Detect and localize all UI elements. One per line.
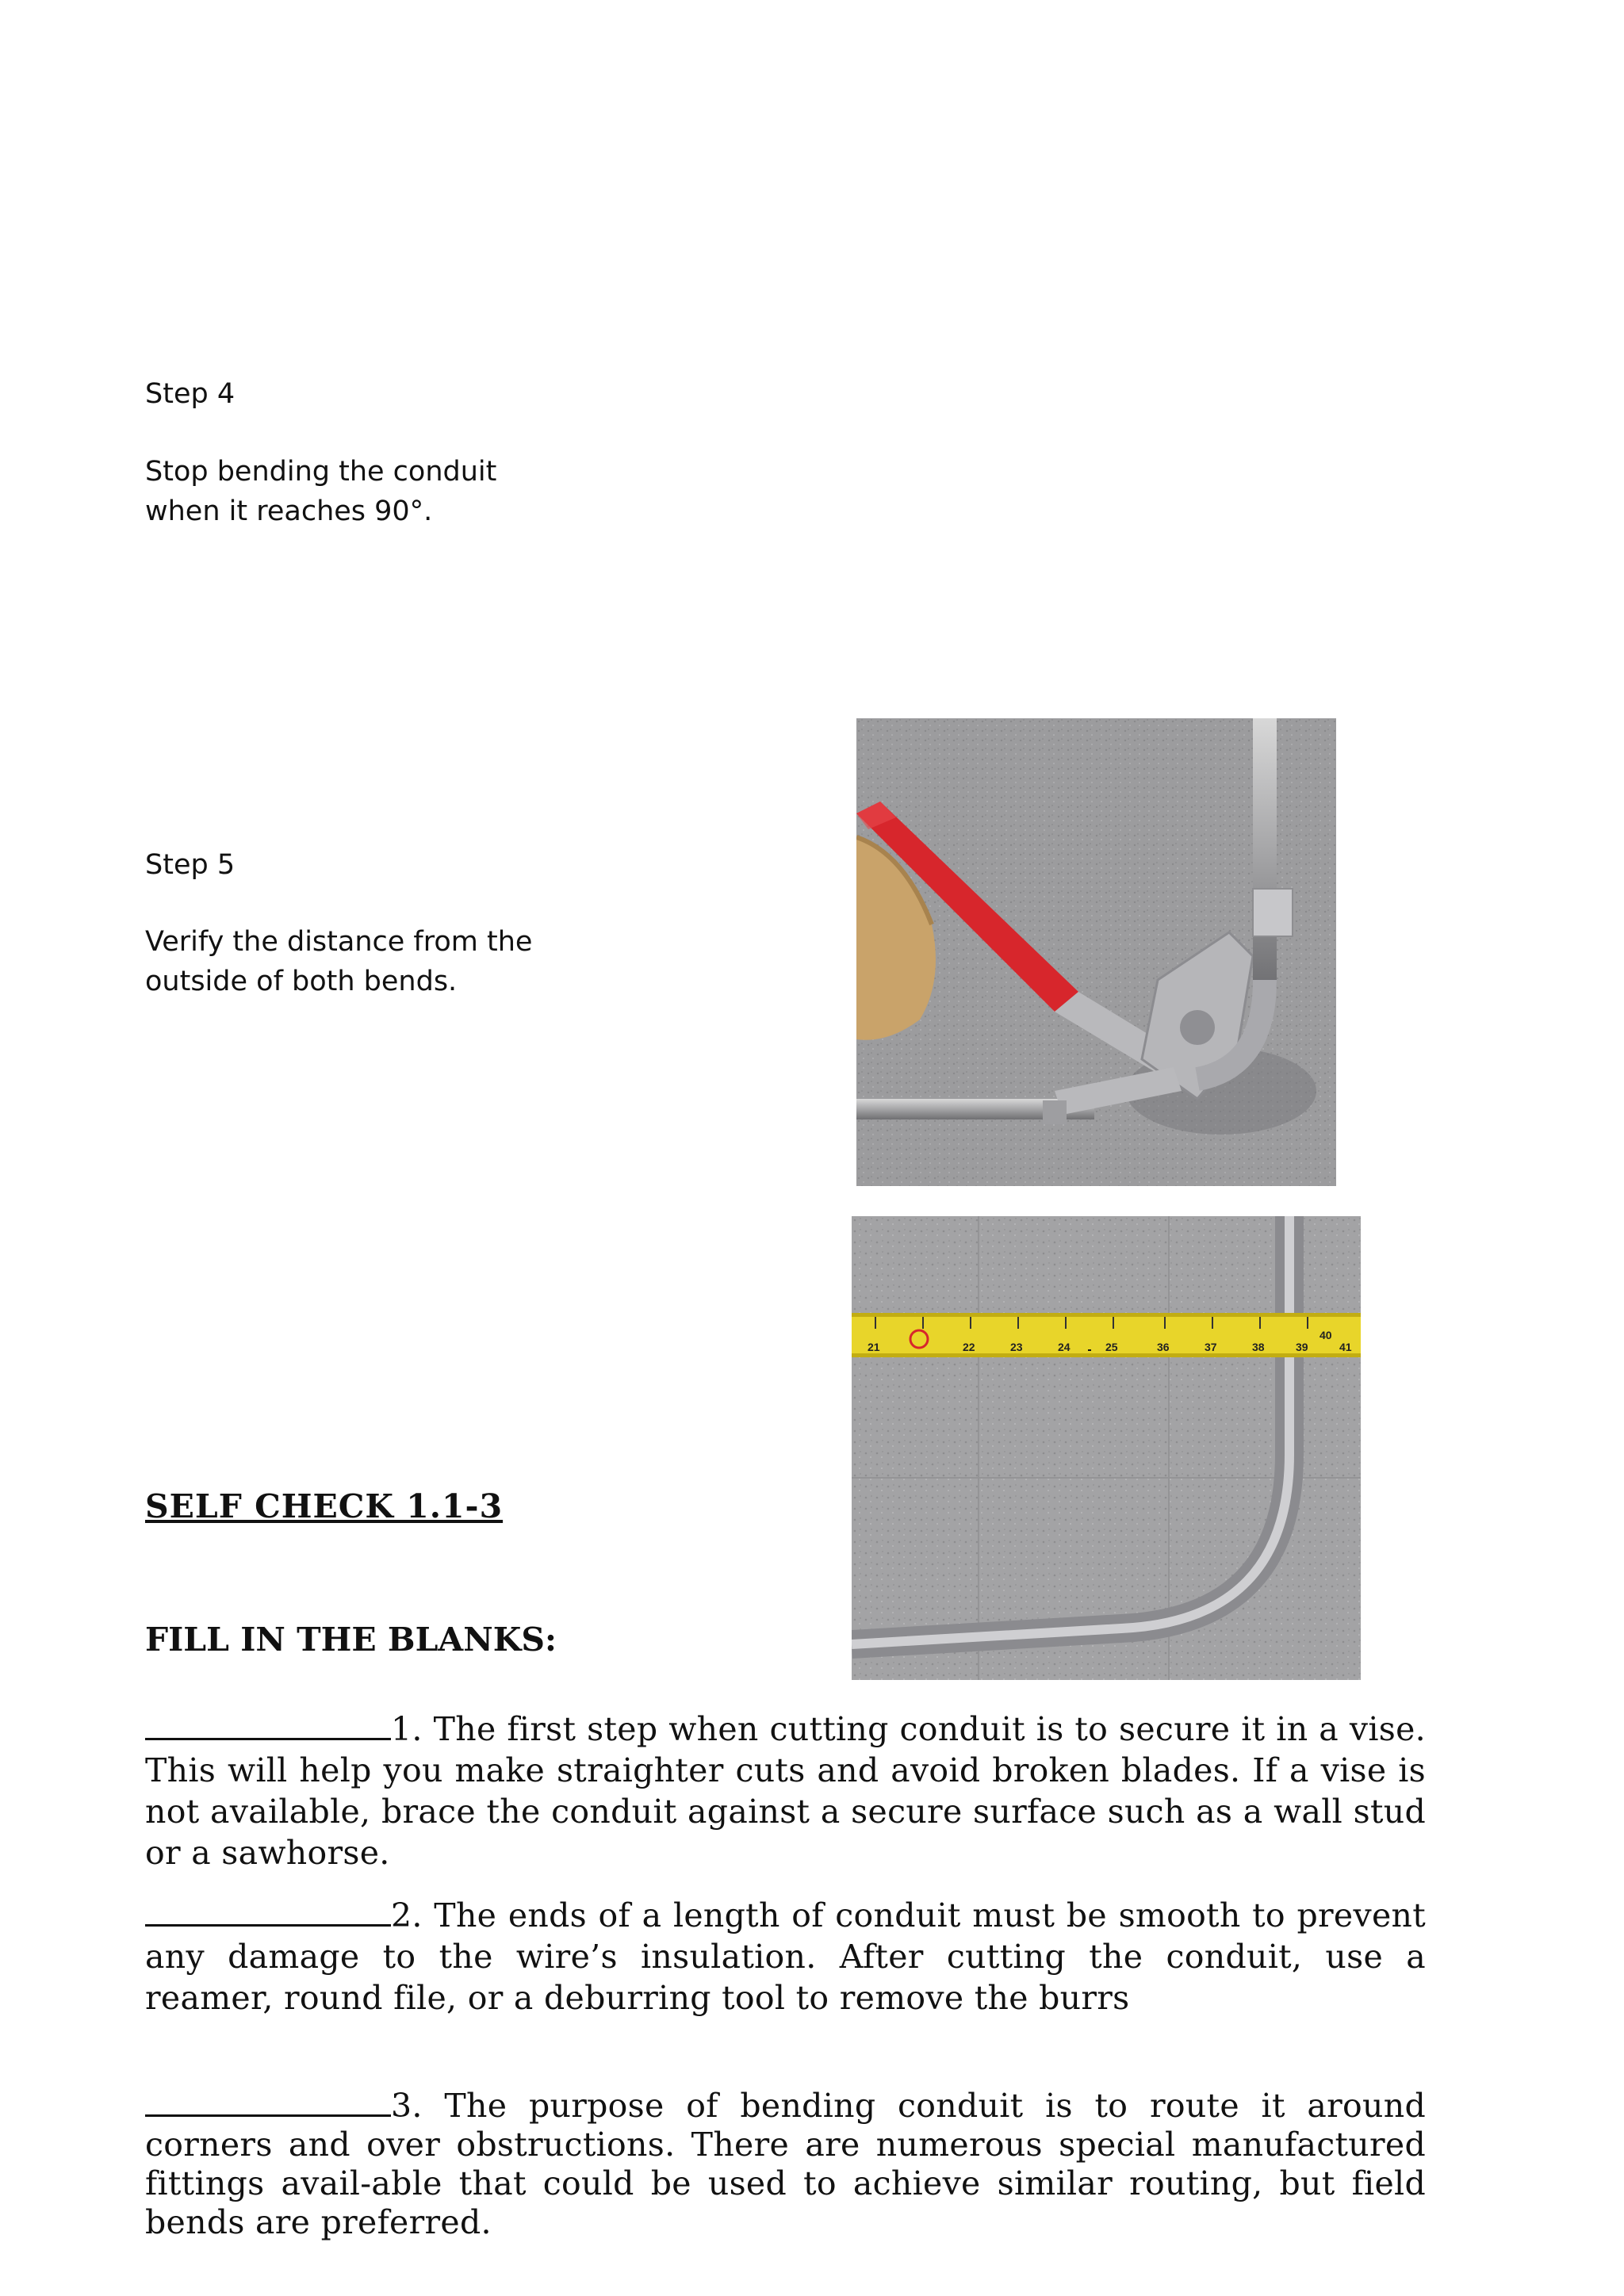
answer-blank-2[interactable] xyxy=(145,1897,391,1927)
tape-measure-photo xyxy=(852,1216,1361,1680)
step4-description xyxy=(145,452,589,531)
tape-tick: 39 xyxy=(1296,1341,1308,1353)
self-check-title: SELF CHECK 1.1-3 xyxy=(145,1487,504,1525)
step4-line-1: Stop bending the conduit xyxy=(145,456,497,488)
question-1 xyxy=(145,1709,1426,1873)
question-2-text: 2. The ends of a length of conduit must be smooth to prevent any damage to the wire’s insulation. After cutting the conduit, use a reamer, round file, or a deburring tool to remove the burrs xyxy=(145,1896,1426,2017)
tape-tick: 36 xyxy=(1157,1341,1170,1353)
step5-line-1: Verify the distance from the xyxy=(145,926,533,958)
step5-description xyxy=(145,922,589,1001)
question-3 xyxy=(145,2087,1426,2242)
tape-tick: 38 xyxy=(1252,1341,1265,1353)
question-1-text: 1. The first step when cutting conduit is to secure it in a vise. This will help you make straighter cuts and avoid broken blades. If a vise is not available, brace the conduit against a secure surface such as a wall stud or a sawhorse. xyxy=(145,1710,1426,1872)
fill-in-blanks-heading: FILL IN THE BLANKS: xyxy=(145,1621,557,1659)
tape-tick: 41 xyxy=(1339,1341,1352,1353)
question-3-text: 3. The purpose of bending conduit is to route it around corners and over obstructions. There are numerous special manufactured fittings avail-able that could be used to achieve similar routing, but field bends are preferred. xyxy=(145,2087,1426,2241)
step5-heading: Step 5 xyxy=(145,849,236,881)
tape-tick: 40 xyxy=(1320,1329,1332,1341)
answer-blank-1[interactable] xyxy=(145,1711,391,1740)
tape-tick: 22 xyxy=(963,1341,975,1353)
question-2 xyxy=(145,1895,1426,2019)
step5-line-2: outside of both bends. xyxy=(145,966,458,997)
answer-blank-3[interactable] xyxy=(145,2087,391,2117)
tape-tick: 23 xyxy=(1010,1341,1023,1353)
tape-tick: 25 xyxy=(1105,1341,1118,1353)
step4-line-2: when it reaches 90°. xyxy=(145,496,433,527)
tape-tick: 24 xyxy=(1058,1341,1071,1353)
tape-tick: 21 xyxy=(868,1341,880,1353)
tape-tick: 37 xyxy=(1205,1341,1217,1353)
step4-heading: Step 4 xyxy=(145,378,236,410)
conduit-bender-photo xyxy=(856,718,1336,1186)
